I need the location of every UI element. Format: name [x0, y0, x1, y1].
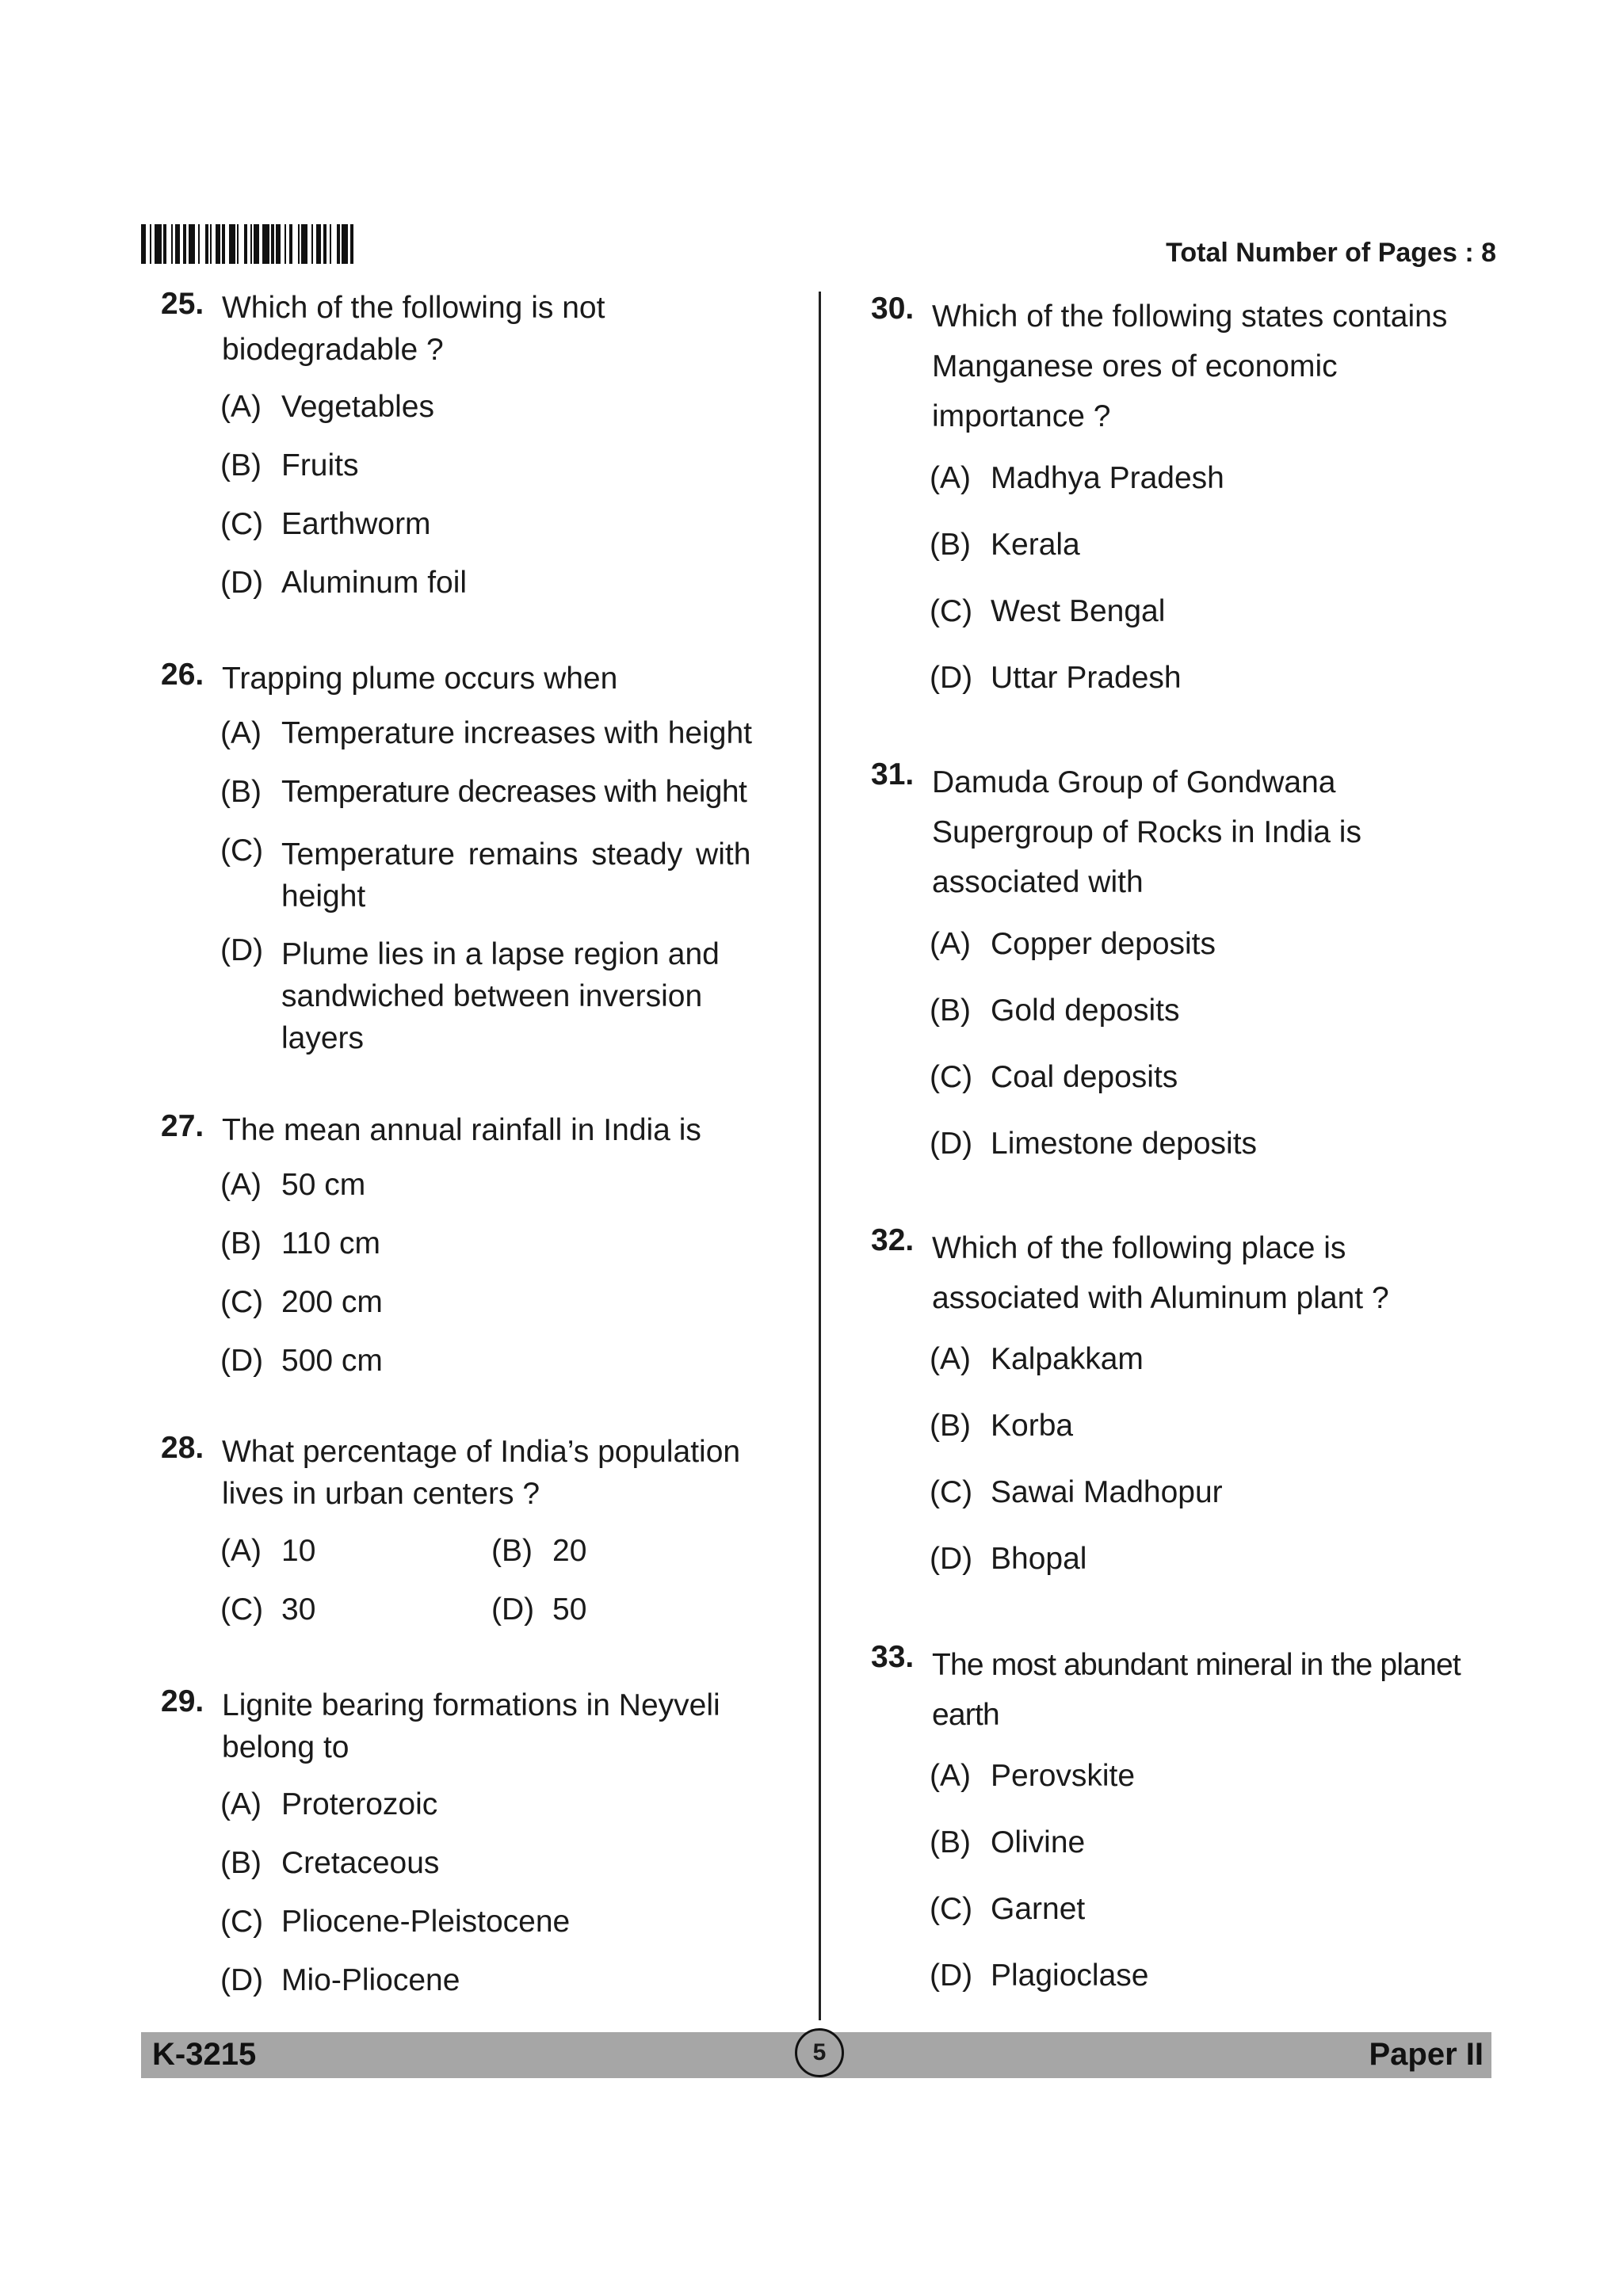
option-d[interactable]: (D) Plume lies in a lapse region and sandwiched between inversion layers — [220, 933, 720, 1055]
question-text: The most abundant mineral in the planet earth — [932, 1648, 1461, 1732]
option-d[interactable]: (D) Uttar Pradesh — [930, 661, 1182, 695]
option-a[interactable]: (A) Temperature increases with height — [220, 716, 752, 750]
total-pages-label: Total Number of Pages : 8 — [1166, 238, 1496, 268]
barcode-bar — [229, 224, 236, 264]
paper-code: K-3215 — [152, 2037, 257, 2072]
option-c[interactable]: (C) 200 cm — [220, 1285, 383, 1319]
barcode — [141, 224, 357, 264]
page-number: 5 — [795, 2028, 844, 2077]
option-d[interactable]: (D) Limestone deposits — [930, 1127, 1258, 1161]
option-d[interactable]: (D) Bhopal — [930, 1542, 1087, 1576]
question-text: Trapping plume occurs when — [222, 662, 618, 696]
question-text: Which of the following place is associated with Aluminum plant ? — [932, 1231, 1389, 1315]
option-b[interactable]: (B) 20 — [491, 1534, 587, 1568]
option-c[interactable]: (C) Earthworm — [220, 507, 431, 541]
column-divider — [819, 292, 821, 2020]
barcode-bar — [262, 224, 269, 264]
option-c[interactable]: (C) Sawai Madhopur — [930, 1475, 1223, 1509]
option-b[interactable]: (B) Temperature decreases with height — [220, 775, 747, 809]
option-c[interactable]: (C) Coal deposits — [930, 1060, 1178, 1094]
option-c[interactable]: (C) 30 — [220, 1592, 316, 1627]
question-number: 27. — [161, 1109, 204, 1143]
question-number: 25. — [161, 287, 204, 321]
option-b[interactable]: (B) Fruits — [220, 448, 359, 482]
question-text: What percentage of India’s population lives in urban centers ? — [222, 1435, 741, 1511]
question-number: 32. — [871, 1223, 915, 1257]
question-number: 30. — [871, 292, 915, 326]
option-a[interactable]: (A) Proterozoic — [220, 1787, 438, 1821]
question-text: Damuda Group of Gondwana Supergroup of Rocks in India is associated with — [932, 765, 1361, 899]
barcode-bar — [301, 224, 308, 264]
option-b[interactable]: (B) Kerala — [930, 528, 1080, 562]
option-d[interactable]: (D) 500 cm — [220, 1344, 383, 1378]
paper-label: Paper II — [1369, 2037, 1484, 2072]
question-number: 26. — [161, 658, 204, 692]
barcode-bar — [353, 224, 357, 264]
option-d[interactable]: (D) Plagioclase — [930, 1958, 1149, 1993]
option-b[interactable]: (B) Cretaceous — [220, 1846, 440, 1880]
option-b[interactable]: (B) Korba — [930, 1409, 1074, 1443]
option-a[interactable]: (A) Perovskite — [930, 1759, 1136, 1793]
option-a[interactable]: (A) Vegetables — [220, 390, 435, 424]
option-a[interactable]: (A) 50 cm — [220, 1168, 366, 1202]
barcode-bar — [155, 224, 162, 264]
option-c[interactable]: (C) West Bengal — [930, 594, 1166, 628]
option-b[interactable]: (B) Gold deposits — [930, 994, 1180, 1028]
question-number: 31. — [871, 757, 915, 791]
option-a[interactable]: (A) 10 — [220, 1534, 316, 1568]
option-a[interactable]: (A) Kalpakkam — [930, 1342, 1144, 1376]
option-c[interactable]: (C) Temperature remains steady with height — [220, 833, 751, 913]
barcode-bar — [189, 224, 196, 264]
question-number: 28. — [161, 1431, 204, 1465]
option-b[interactable]: (B) Olivine — [930, 1825, 1086, 1859]
question-text: The mean annual rainfall in India is — [222, 1113, 701, 1147]
option-d[interactable]: (D) Mio-Pliocene — [220, 1963, 460, 1997]
question-text: Lignite bearing formations in Neyveli belong to — [222, 1688, 720, 1764]
option-c[interactable]: (C) Garnet — [930, 1892, 1086, 1926]
barcode-bar — [342, 224, 349, 264]
question-text: Which of the following is not biodegradable ? — [222, 291, 605, 367]
option-a[interactable]: (A) Copper deposits — [930, 927, 1216, 961]
question-number: 33. — [871, 1640, 915, 1674]
question-text: Which of the following states contains Manganese ores of economic importance ? — [932, 299, 1448, 433]
question-number: 29. — [161, 1684, 204, 1718]
option-c[interactable]: (C) Pliocene-Pleistocene — [220, 1905, 571, 1939]
option-a[interactable]: (A) Madhya Pradesh — [930, 461, 1224, 495]
option-d[interactable]: (D) 50 — [491, 1592, 587, 1627]
option-d[interactable]: (D) Aluminum foil — [220, 566, 468, 600]
option-b[interactable]: (B) 110 cm — [220, 1226, 380, 1261]
